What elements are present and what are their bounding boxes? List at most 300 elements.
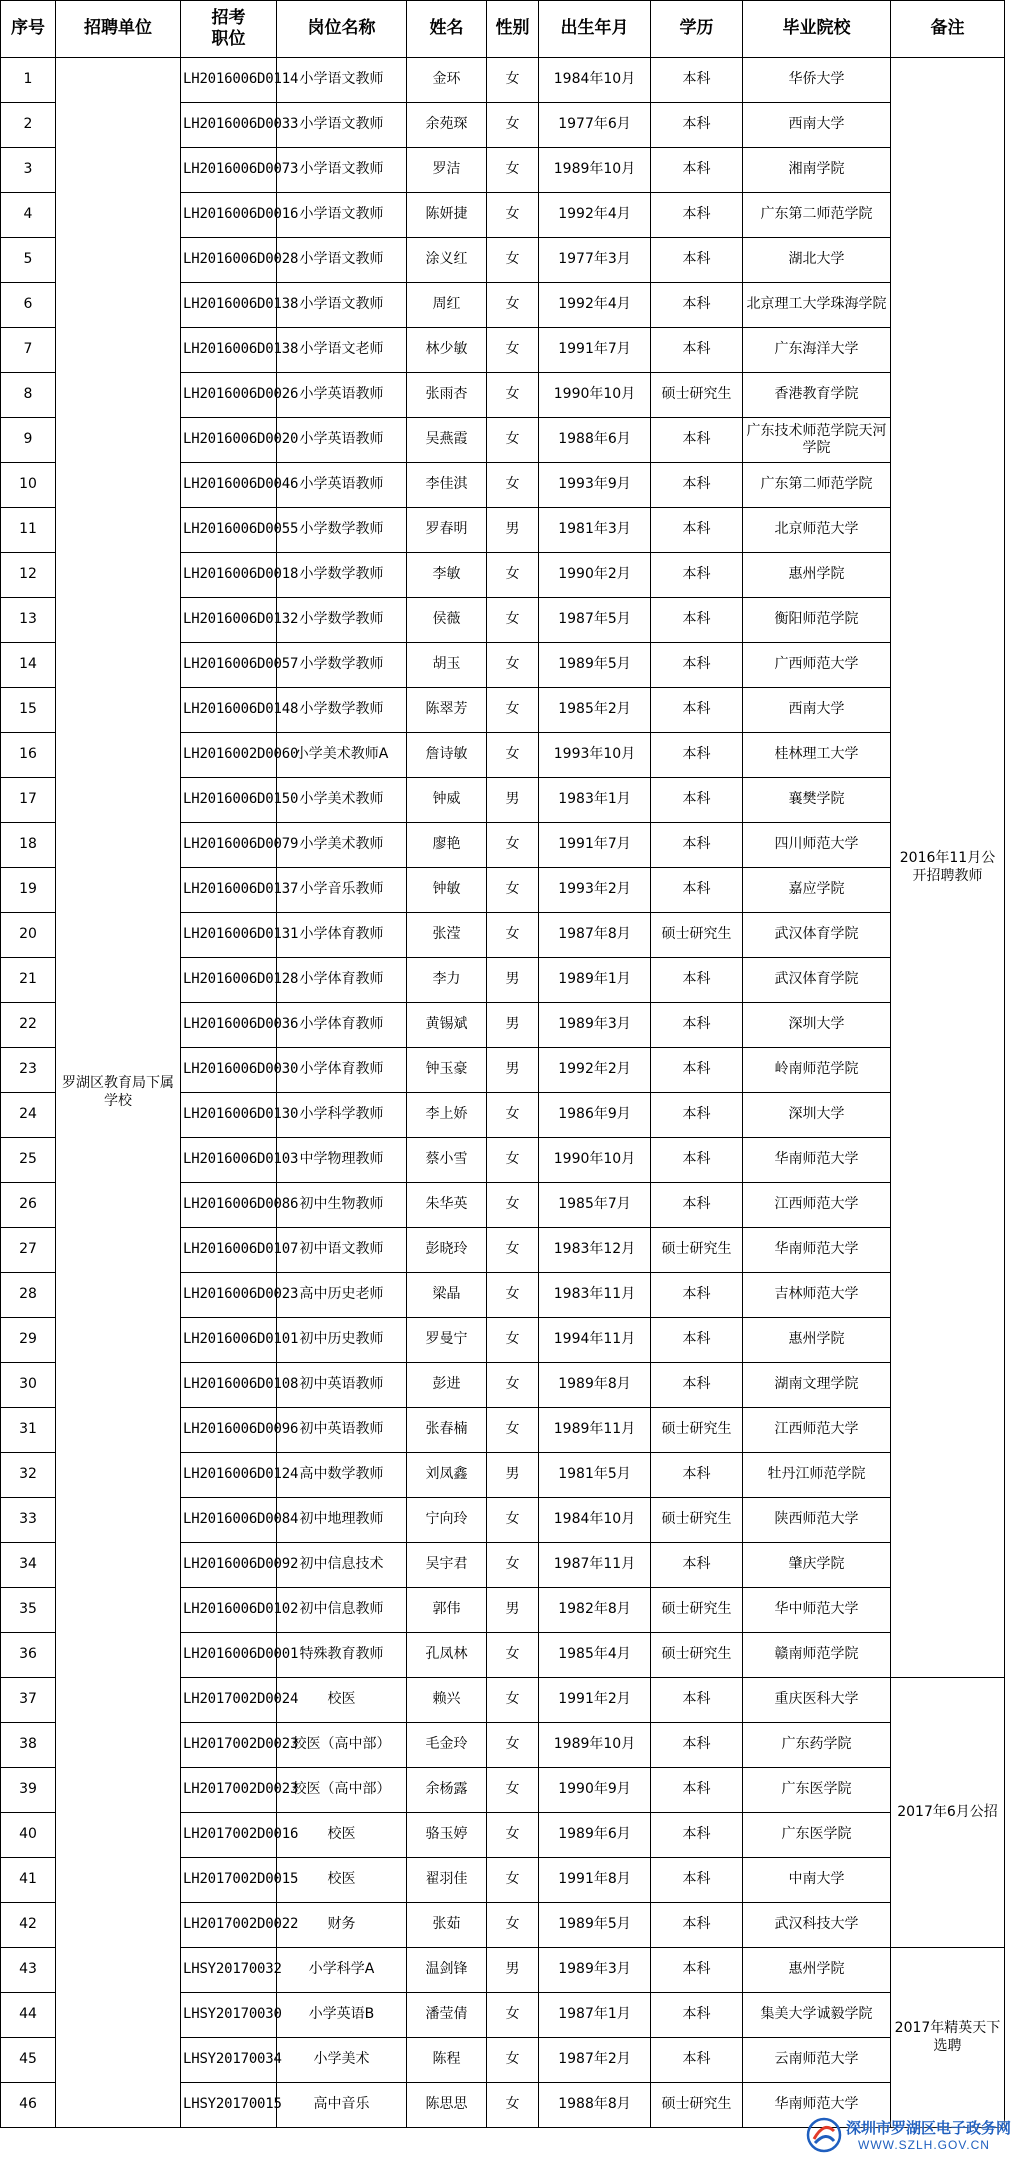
cell-position: 高中数学教师 — [277, 1453, 407, 1498]
cell-gender: 女 — [487, 1678, 539, 1723]
cell-name: 金环 — [407, 58, 487, 103]
cell-seq: 28 — [1, 1273, 56, 1318]
cell-code: LH2016006D0124 — [181, 1453, 277, 1498]
cell-birth: 1993年2月 — [539, 868, 651, 913]
cell-name: 朱华英 — [407, 1183, 487, 1228]
cell-seq: 46 — [1, 2083, 56, 2128]
watermark-url: WWW.SZLH.GOV.CN — [858, 2138, 990, 2152]
cell-code: LH2016006D0073 — [181, 148, 277, 193]
cell-code: LH2016006D0101 — [181, 1318, 277, 1363]
cell-seq: 4 — [1, 193, 56, 238]
cell-gender: 女 — [487, 688, 539, 733]
cell-remark: 2017年6月公招 — [891, 1678, 1005, 1948]
cell-position: 财务 — [277, 1903, 407, 1948]
cell-gender: 女 — [487, 1543, 539, 1588]
cell-edu: 本科 — [651, 1048, 743, 1093]
cell-seq: 29 — [1, 1318, 56, 1363]
cell-position: 小学语文教师 — [277, 103, 407, 148]
cell-code: LH2016002D0060 — [181, 733, 277, 778]
header-position: 岗位名称 — [277, 1, 407, 58]
cell-seq: 41 — [1, 1858, 56, 1903]
cell-code: LH2016006D0055 — [181, 508, 277, 553]
cell-seq: 30 — [1, 1363, 56, 1408]
cell-edu: 本科 — [651, 1093, 743, 1138]
cell-position: 高中历史老师 — [277, 1273, 407, 1318]
cell-position: 中学物理教师 — [277, 1138, 407, 1183]
cell-seq: 22 — [1, 1003, 56, 1048]
cell-name: 黄锡斌 — [407, 1003, 487, 1048]
cell-edu: 本科 — [651, 58, 743, 103]
cell-edu: 本科 — [651, 1948, 743, 1993]
cell-code: LH2016006D0132 — [181, 598, 277, 643]
cell-name: 周红 — [407, 283, 487, 328]
cell-gender: 女 — [487, 2083, 539, 2128]
cell-position: 校医 — [277, 1678, 407, 1723]
cell-seq: 39 — [1, 1768, 56, 1813]
cell-edu: 本科 — [651, 868, 743, 913]
cell-name: 梁晶 — [407, 1273, 487, 1318]
cell-school: 江西师范大学 — [743, 1183, 891, 1228]
cell-seq: 11 — [1, 508, 56, 553]
cell-birth: 1989年11月 — [539, 1408, 651, 1453]
cell-name: 吴燕霞 — [407, 418, 487, 463]
cell-seq: 43 — [1, 1948, 56, 1993]
cell-seq: 23 — [1, 1048, 56, 1093]
cell-name: 吴宇君 — [407, 1543, 487, 1588]
header-unit: 招聘单位 — [56, 1, 181, 58]
cell-code: LH2017002D0024 — [181, 1678, 277, 1723]
cell-edu: 本科 — [651, 238, 743, 283]
cell-seq: 35 — [1, 1588, 56, 1633]
cell-gender: 女 — [487, 373, 539, 418]
cell-edu: 硕士研究生 — [651, 373, 743, 418]
cell-position: 校医（高中部） — [277, 1723, 407, 1768]
cell-position: 初中历史教师 — [277, 1318, 407, 1363]
cell-birth: 1984年10月 — [539, 58, 651, 103]
cell-name: 詹诗敏 — [407, 733, 487, 778]
cell-code: LH2017002D0023 — [181, 1723, 277, 1768]
cell-edu: 硕士研究生 — [651, 913, 743, 958]
cell-name: 张茹 — [407, 1903, 487, 1948]
cell-school: 广东医学院 — [743, 1813, 891, 1858]
table-header — [1, 1, 1005, 58]
cell-edu: 本科 — [651, 778, 743, 823]
cell-edu: 硕士研究生 — [651, 1228, 743, 1273]
cell-gender: 女 — [487, 418, 539, 463]
cell-seq: 17 — [1, 778, 56, 823]
cell-edu: 本科 — [651, 1543, 743, 1588]
header-remark: 备注 — [891, 1, 1005, 58]
cell-position: 小学体育教师 — [277, 913, 407, 958]
cell-birth: 1989年6月 — [539, 1813, 651, 1858]
cell-gender: 女 — [487, 1093, 539, 1138]
cell-school: 集美大学诚毅学院 — [743, 1993, 891, 2038]
cell-birth: 1986年9月 — [539, 1093, 651, 1138]
cell-school: 广西师范大学 — [743, 643, 891, 688]
cell-school: 湖南文理学院 — [743, 1363, 891, 1408]
cell-code: LH2016006D0023 — [181, 1273, 277, 1318]
cell-edu: 本科 — [651, 103, 743, 148]
cell-code: LH2016006D0138 — [181, 328, 277, 373]
cell-birth: 1992年4月 — [539, 193, 651, 238]
cell-code: LH2016006D0086 — [181, 1183, 277, 1228]
cell-school: 湘南学院 — [743, 148, 891, 193]
cell-seq: 15 — [1, 688, 56, 733]
cell-school: 襄樊学院 — [743, 778, 891, 823]
cell-school: 华侨大学 — [743, 58, 891, 103]
cell-code: LHSY20170015 — [181, 2083, 277, 2128]
cell-school: 武汉体育学院 — [743, 958, 891, 1003]
cell-edu: 本科 — [651, 553, 743, 598]
cell-name: 钟玉豪 — [407, 1048, 487, 1093]
cell-name: 钟敏 — [407, 868, 487, 913]
cell-school: 牡丹江师范学院 — [743, 1453, 891, 1498]
cell-birth: 1989年8月 — [539, 1363, 651, 1408]
table-row — [1, 58, 1005, 103]
cell-seq: 26 — [1, 1183, 56, 1228]
cell-school: 湖北大学 — [743, 238, 891, 283]
cell-position: 初中信息技术 — [277, 1543, 407, 1588]
cell-code: LH2016006D0033 — [181, 103, 277, 148]
cell-code: LH2016006D0128 — [181, 958, 277, 1003]
cell-school: 西南大学 — [743, 688, 891, 733]
cell-school: 岭南师范学院 — [743, 1048, 891, 1093]
cell-position: 初中英语教师 — [277, 1363, 407, 1408]
header-edu: 学历 — [651, 1, 743, 58]
cell-seq: 36 — [1, 1633, 56, 1678]
cell-edu: 本科 — [651, 1678, 743, 1723]
cell-birth: 1991年8月 — [539, 1858, 651, 1903]
cell-seq: 25 — [1, 1138, 56, 1183]
cell-school: 广东医学院 — [743, 1768, 891, 1813]
cell-position: 小学数学教师 — [277, 508, 407, 553]
cell-name: 翟羽佳 — [407, 1858, 487, 1903]
cell-code: LH2016006D0137 — [181, 868, 277, 913]
cell-gender: 女 — [487, 238, 539, 283]
cell-birth: 1991年7月 — [539, 823, 651, 868]
cell-position: 小学美术教师A — [277, 733, 407, 778]
cell-school: 惠州学院 — [743, 553, 891, 598]
cell-name: 侯薇 — [407, 598, 487, 643]
cell-gender: 女 — [487, 58, 539, 103]
cell-unit: 罗湖区教育局下属学校 — [56, 58, 181, 2128]
cell-position: 校医（高中部） — [277, 1768, 407, 1813]
cell-birth: 1994年11月 — [539, 1318, 651, 1363]
cell-remark: 2017年精英天下选聘 — [891, 1948, 1005, 2128]
cell-position: 初中语文教师 — [277, 1228, 407, 1273]
cell-gender: 男 — [487, 958, 539, 1003]
site-watermark — [806, 2113, 1011, 2159]
cell-code: LH2016006D0046 — [181, 463, 277, 508]
cell-school: 华南师范大学 — [743, 1228, 891, 1273]
header-name: 姓名 — [407, 1, 487, 58]
cell-edu: 本科 — [651, 598, 743, 643]
cell-code: LH2016006D0016 — [181, 193, 277, 238]
cell-gender: 男 — [487, 1048, 539, 1093]
cell-code: LH2016006D0084 — [181, 1498, 277, 1543]
cell-edu: 本科 — [651, 1453, 743, 1498]
cell-school: 深圳大学 — [743, 1093, 891, 1138]
cell-code: LH2016006D0018 — [181, 553, 277, 598]
cell-name: 陈妍捷 — [407, 193, 487, 238]
cell-edu: 本科 — [651, 148, 743, 193]
cell-edu: 硕士研究生 — [651, 1408, 743, 1453]
cell-gender: 女 — [487, 2038, 539, 2083]
cell-gender: 女 — [487, 1273, 539, 1318]
cell-seq: 32 — [1, 1453, 56, 1498]
cell-school: 深圳大学 — [743, 1003, 891, 1048]
cell-school: 武汉科技大学 — [743, 1903, 891, 1948]
cell-gender: 女 — [487, 1633, 539, 1678]
cell-birth: 1990年10月 — [539, 1138, 651, 1183]
cell-edu: 本科 — [651, 1723, 743, 1768]
cell-edu: 本科 — [651, 1003, 743, 1048]
cell-gender: 女 — [487, 1498, 539, 1543]
cell-remark: 2016年11月公开招聘教师 — [891, 58, 1005, 1678]
cell-seq: 16 — [1, 733, 56, 778]
cell-edu: 硕士研究生 — [651, 2083, 743, 2128]
cell-seq: 3 — [1, 148, 56, 193]
cell-school: 华中师范大学 — [743, 1588, 891, 1633]
cell-school: 广东技术师范学院天河学院 — [743, 418, 891, 463]
cell-birth: 1985年2月 — [539, 688, 651, 733]
cell-position: 小学语文教师 — [277, 58, 407, 103]
cell-edu: 本科 — [651, 1273, 743, 1318]
cell-code: LH2016006D0108 — [181, 1363, 277, 1408]
cell-gender: 男 — [487, 1453, 539, 1498]
cell-seq: 42 — [1, 1903, 56, 1948]
cell-school: 重庆医科大学 — [743, 1678, 891, 1723]
cell-code: LHSY20170030 — [181, 1993, 277, 2038]
cell-name: 钟威 — [407, 778, 487, 823]
cell-seq: 19 — [1, 868, 56, 913]
cell-birth: 1977年3月 — [539, 238, 651, 283]
cell-position: 小学美术教师 — [277, 823, 407, 868]
cell-school: 赣南师范学院 — [743, 1633, 891, 1678]
cell-name: 张滢 — [407, 913, 487, 958]
cell-seq: 13 — [1, 598, 56, 643]
cell-position: 初中地理教师 — [277, 1498, 407, 1543]
cell-seq: 7 — [1, 328, 56, 373]
cell-edu: 本科 — [651, 463, 743, 508]
cell-name: 蔡小雪 — [407, 1138, 487, 1183]
cell-school: 北京理工大学珠海学院 — [743, 283, 891, 328]
cell-position: 小学数学教师 — [277, 598, 407, 643]
cell-edu: 硕士研究生 — [651, 1498, 743, 1543]
cell-edu: 本科 — [651, 1903, 743, 1948]
cell-position: 小学语文教师 — [277, 283, 407, 328]
cell-code: LH2016006D0092 — [181, 1543, 277, 1588]
cell-position: 小学体育教师 — [277, 1048, 407, 1093]
cell-seq: 5 — [1, 238, 56, 283]
cell-gender: 女 — [487, 598, 539, 643]
header-code-line2: 职位 — [211, 29, 246, 49]
cell-edu: 本科 — [651, 328, 743, 373]
cell-seq: 18 — [1, 823, 56, 868]
cell-school: 肇庆学院 — [743, 1543, 891, 1588]
cell-gender: 女 — [487, 733, 539, 778]
cell-code: LH2016006D0114 — [181, 58, 277, 103]
cell-code: LHSY20170034 — [181, 2038, 277, 2083]
cell-seq: 34 — [1, 1543, 56, 1588]
cell-birth: 1990年9月 — [539, 1768, 651, 1813]
cell-code: LH2017002D0023 — [181, 1768, 277, 1813]
cell-school: 嘉应学院 — [743, 868, 891, 913]
cell-gender: 男 — [487, 1948, 539, 1993]
cell-name: 罗春明 — [407, 508, 487, 553]
cell-gender: 女 — [487, 1228, 539, 1273]
cell-name: 陈程 — [407, 2038, 487, 2083]
cell-name: 毛金玲 — [407, 1723, 487, 1768]
header-seq: 序号 — [1, 1, 56, 58]
cell-position: 小学英语教师 — [277, 463, 407, 508]
cell-edu: 本科 — [651, 1858, 743, 1903]
cell-name: 潘莹倩 — [407, 1993, 487, 2038]
cell-edu: 本科 — [651, 733, 743, 778]
cell-code: LH2016006D0020 — [181, 418, 277, 463]
cell-position: 小学音乐教师 — [277, 868, 407, 913]
cell-position: 高中音乐 — [277, 2083, 407, 2128]
cell-seq: 9 — [1, 418, 56, 463]
cell-birth: 1993年10月 — [539, 733, 651, 778]
cell-name: 余杨露 — [407, 1768, 487, 1813]
cell-birth: 1987年8月 — [539, 913, 651, 958]
cell-school: 桂林理工大学 — [743, 733, 891, 778]
cell-edu: 硕士研究生 — [651, 1633, 743, 1678]
site-logo-icon — [806, 2117, 842, 2153]
cell-position: 小学体育教师 — [277, 1003, 407, 1048]
cell-position: 小学英语教师 — [277, 418, 407, 463]
cell-birth: 1985年4月 — [539, 1633, 651, 1678]
cell-birth: 1987年2月 — [539, 2038, 651, 2083]
cell-name: 赖兴 — [407, 1678, 487, 1723]
cell-birth: 1991年2月 — [539, 1678, 651, 1723]
cell-code: LH2016006D0026 — [181, 373, 277, 418]
cell-code: LH2016006D0036 — [181, 1003, 277, 1048]
header-code-line1: 招考 — [211, 7, 246, 28]
cell-edu: 本科 — [651, 283, 743, 328]
cell-position: 小学英语教师 — [277, 373, 407, 418]
cell-gender: 男 — [487, 778, 539, 823]
cell-school: 陕西师范大学 — [743, 1498, 891, 1543]
cell-name: 陈思思 — [407, 2083, 487, 2128]
cell-code: LH2016006D0148 — [181, 688, 277, 733]
cell-gender: 女 — [487, 643, 539, 688]
cell-code: LHSY20170032 — [181, 1948, 277, 1993]
cell-gender: 女 — [487, 913, 539, 958]
cell-gender: 女 — [487, 148, 539, 193]
cell-gender: 女 — [487, 1858, 539, 1903]
cell-gender: 男 — [487, 1003, 539, 1048]
cell-gender: 女 — [487, 823, 539, 868]
cell-code: LH2016006D0138 — [181, 283, 277, 328]
cell-gender: 女 — [487, 1318, 539, 1363]
cell-gender: 女 — [487, 1723, 539, 1768]
cell-name: 余苑琛 — [407, 103, 487, 148]
cell-birth: 1988年8月 — [539, 2083, 651, 2128]
cell-birth: 1981年5月 — [539, 1453, 651, 1498]
cell-name: 孔凤林 — [407, 1633, 487, 1678]
cell-seq: 8 — [1, 373, 56, 418]
cell-name: 张雨杏 — [407, 373, 487, 418]
cell-seq: 20 — [1, 913, 56, 958]
cell-school: 云南师范大学 — [743, 2038, 891, 2083]
cell-position: 小学语文教师 — [277, 148, 407, 193]
cell-gender: 女 — [487, 193, 539, 238]
cell-code: LH2016006D0028 — [181, 238, 277, 283]
cell-birth: 1989年10月 — [539, 148, 651, 193]
cell-school: 惠州学院 — [743, 1948, 891, 1993]
cell-seq: 21 — [1, 958, 56, 1003]
cell-birth: 1993年9月 — [539, 463, 651, 508]
cell-school: 香港教育学院 — [743, 373, 891, 418]
cell-gender: 女 — [487, 283, 539, 328]
cell-name: 李上娇 — [407, 1093, 487, 1138]
cell-edu: 本科 — [651, 1318, 743, 1363]
cell-birth: 1990年10月 — [539, 373, 651, 418]
cell-edu: 本科 — [651, 508, 743, 553]
cell-position: 校医 — [277, 1858, 407, 1903]
cell-gender: 女 — [487, 1813, 539, 1858]
cell-edu: 本科 — [651, 1138, 743, 1183]
cell-school: 惠州学院 — [743, 1318, 891, 1363]
cell-code: LH2016006D0102 — [181, 1588, 277, 1633]
cell-code: LH2016006D0131 — [181, 913, 277, 958]
cell-school: 广东第二师范学院 — [743, 463, 891, 508]
header-birth: 出生年月 — [539, 1, 651, 58]
cell-seq: 33 — [1, 1498, 56, 1543]
cell-birth: 1992年2月 — [539, 1048, 651, 1093]
cell-position: 小学数学教师 — [277, 688, 407, 733]
cell-position: 校医 — [277, 1813, 407, 1858]
cell-seq: 24 — [1, 1093, 56, 1138]
cell-code: LH2016006D0107 — [181, 1228, 277, 1273]
cell-position: 小学数学教师 — [277, 643, 407, 688]
cell-gender: 女 — [487, 1363, 539, 1408]
cell-name: 李敏 — [407, 553, 487, 598]
cell-name: 张春楠 — [407, 1408, 487, 1453]
cell-gender: 女 — [487, 1138, 539, 1183]
cell-gender: 女 — [487, 1768, 539, 1813]
cell-code: LH2016006D0001 — [181, 1633, 277, 1678]
cell-school: 吉林师范大学 — [743, 1273, 891, 1318]
cell-position: 初中英语教师 — [277, 1408, 407, 1453]
cell-name: 骆玉婷 — [407, 1813, 487, 1858]
cell-gender: 女 — [487, 868, 539, 913]
cell-school: 广东海洋大学 — [743, 328, 891, 373]
cell-school: 华南师范大学 — [743, 2083, 891, 2128]
cell-code: LH2016006D0079 — [181, 823, 277, 868]
cell-position: 小学科学A — [277, 1948, 407, 1993]
cell-position: 初中信息教师 — [277, 1588, 407, 1633]
cell-position: 初中生物教师 — [277, 1183, 407, 1228]
cell-position: 小学语文教师 — [277, 238, 407, 283]
cell-name: 李力 — [407, 958, 487, 1003]
cell-school: 江西师范大学 — [743, 1408, 891, 1453]
cell-name: 罗曼宁 — [407, 1318, 487, 1363]
cell-edu: 本科 — [651, 1813, 743, 1858]
cell-seq: 2 — [1, 103, 56, 148]
cell-seq: 44 — [1, 1993, 56, 2038]
cell-birth: 1989年3月 — [539, 1948, 651, 1993]
cell-gender: 女 — [487, 553, 539, 598]
cell-birth: 1987年5月 — [539, 598, 651, 643]
cell-edu: 本科 — [651, 823, 743, 868]
cell-birth: 1989年1月 — [539, 958, 651, 1003]
cell-code: LH2016006D0103 — [181, 1138, 277, 1183]
cell-code: LH2016006D0130 — [181, 1093, 277, 1138]
cell-school: 华南师范大学 — [743, 1138, 891, 1183]
